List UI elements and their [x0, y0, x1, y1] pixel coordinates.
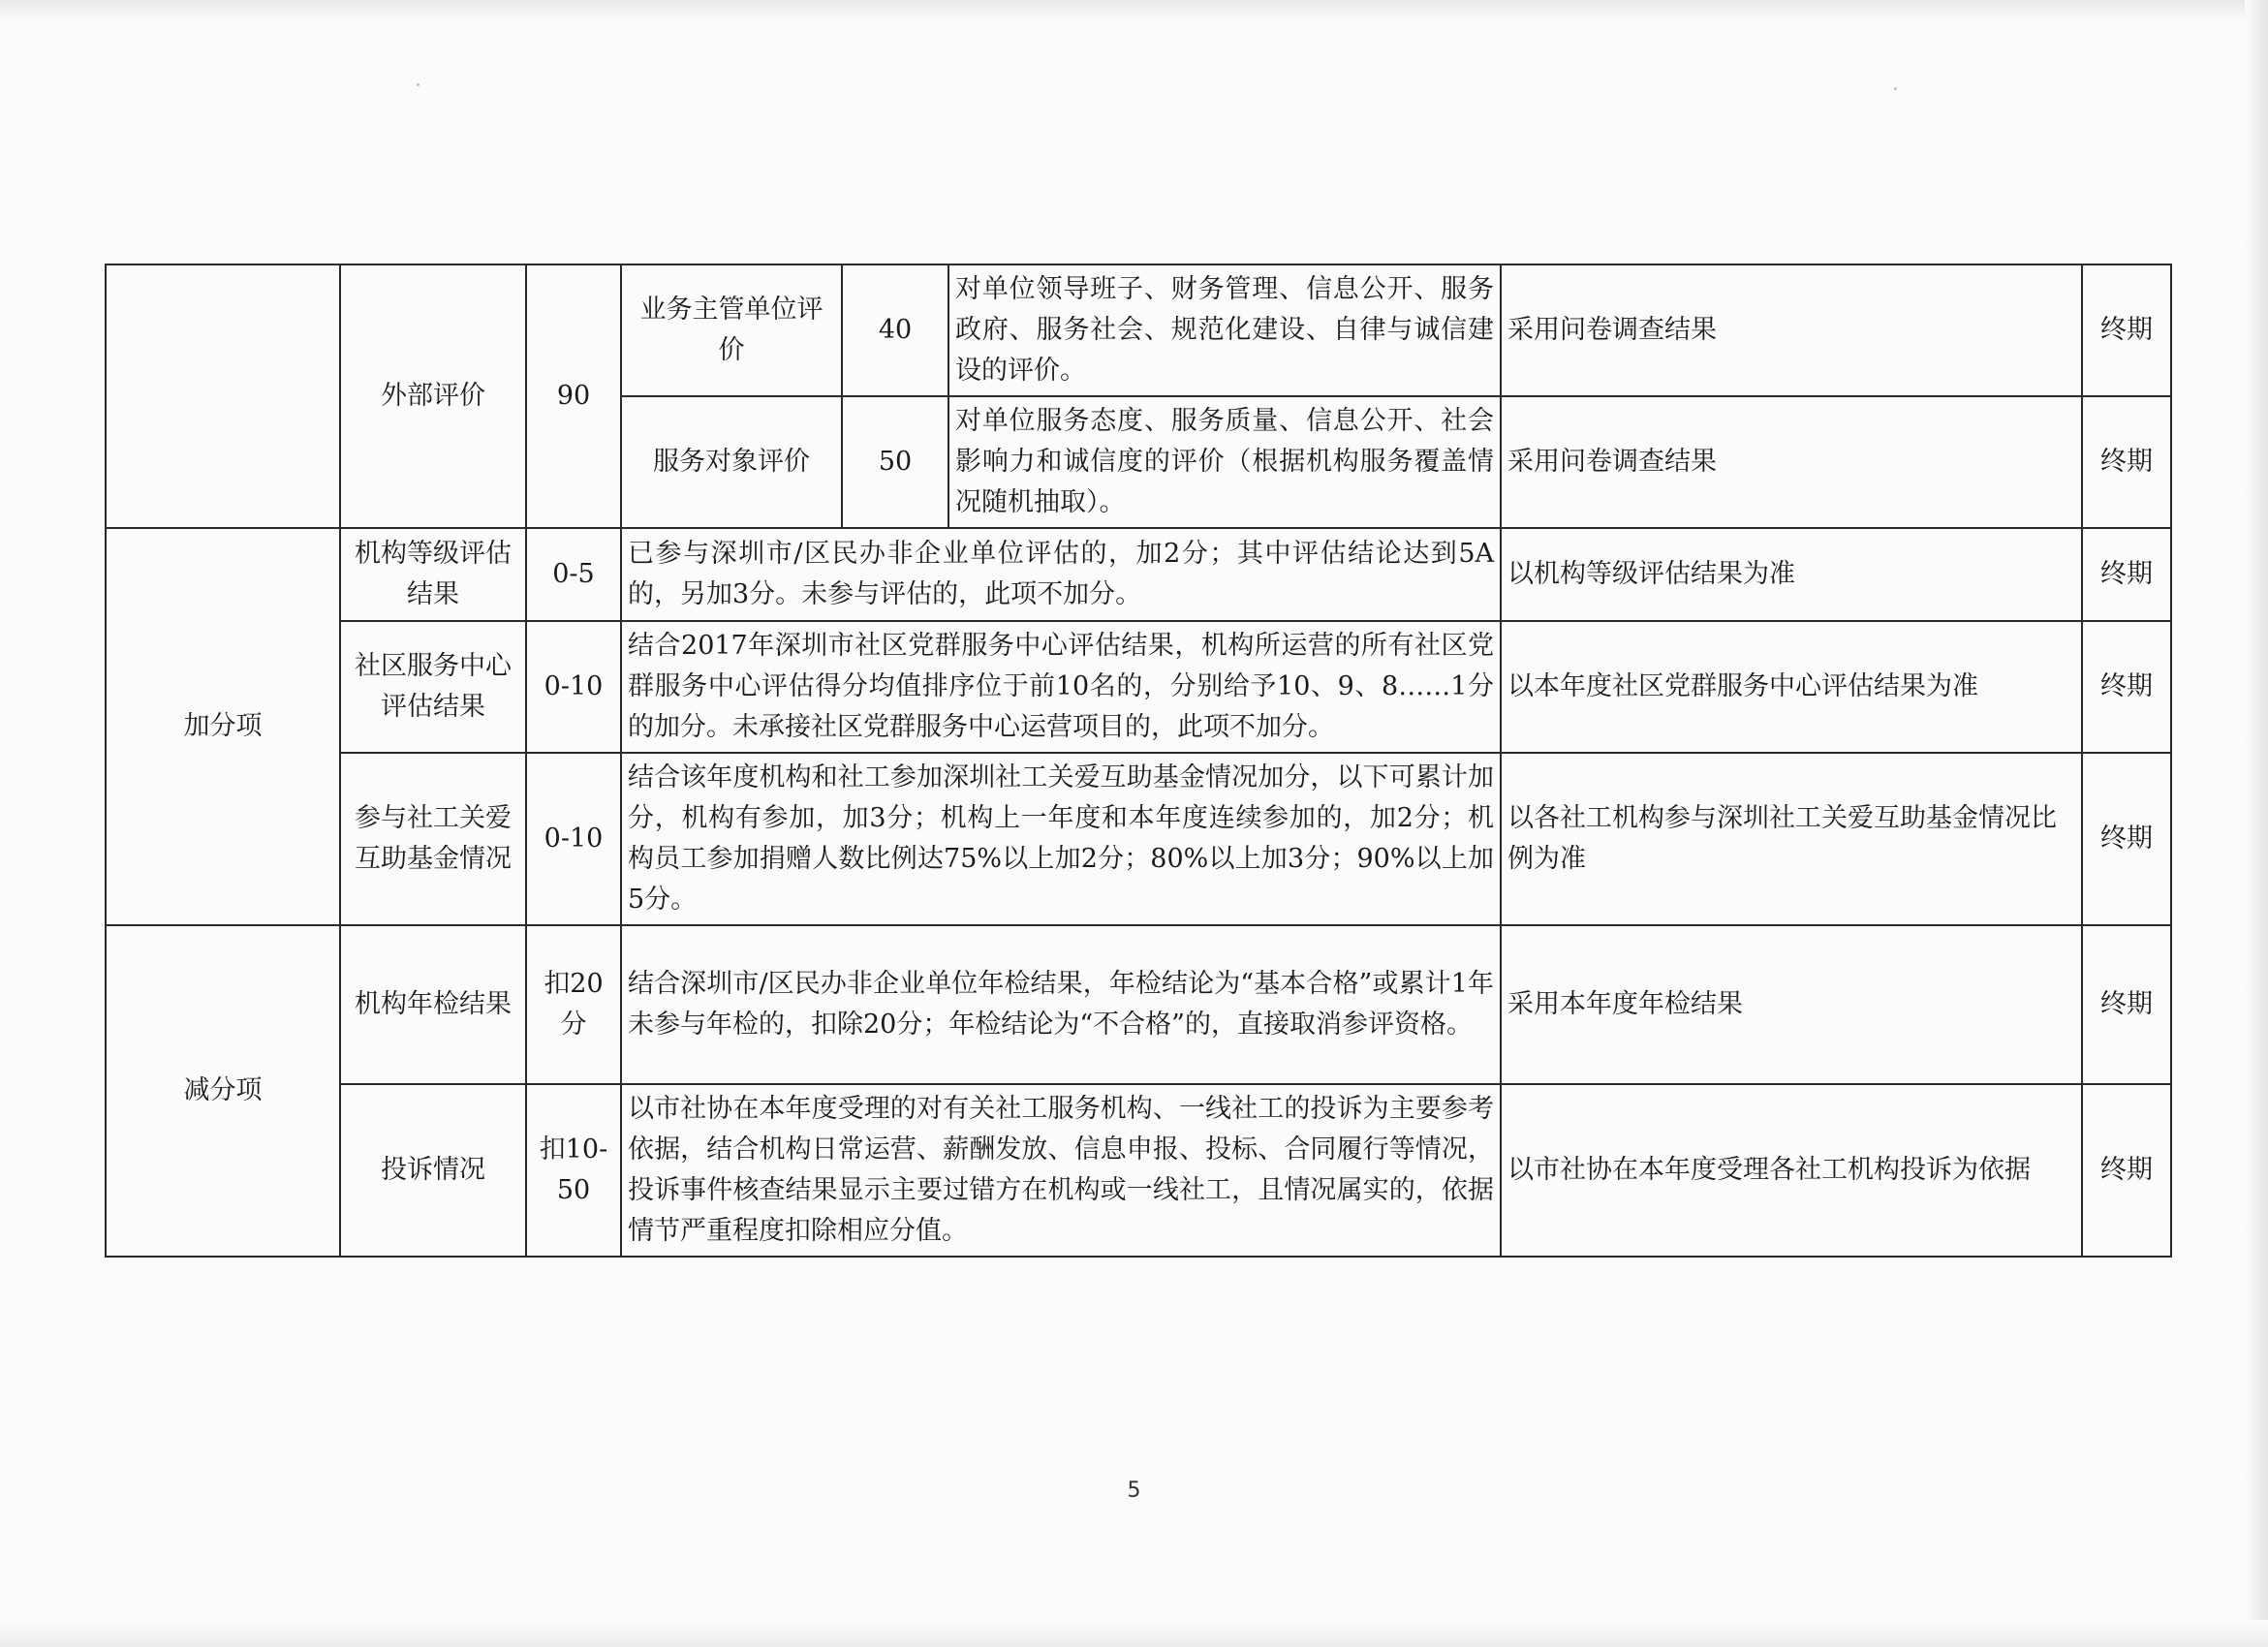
- period-cell: 终期: [2082, 925, 2171, 1084]
- item-cell: 机构年检结果: [340, 925, 526, 1084]
- method-cell: 以各社工机构参与深圳社工关爱互助基金情况比例为准: [1501, 753, 2082, 925]
- category-cell-empty: [106, 264, 340, 528]
- scan-shadow-top: [0, 0, 2268, 21]
- content-cell: 结合该年度机构和社工参加深圳社工关爱互助基金情况加分，以下可累计加分，机构有参加，加3分；机构上一年度和本年度连续参加的，加2分；机构员工参加捐赠人数比例达75%以上加2分；80%以上加3分；90%以上加5分。: [621, 753, 1501, 925]
- method-cell: 以本年度社区党群服务中心评估结果为准: [1501, 621, 2082, 753]
- item-cell: 投诉情况: [340, 1084, 526, 1257]
- scan-speck: [1894, 87, 1897, 90]
- period-cell: 终期: [2082, 264, 2171, 396]
- category-cell: 加分项: [106, 528, 340, 925]
- table-row: [106, 1084, 2171, 1257]
- score-cell: 50: [842, 396, 948, 528]
- period-cell: 终期: [2082, 753, 2171, 925]
- item-cell: 机构等级评估结果: [340, 528, 526, 621]
- method-cell: 以市社协在本年度受理各社工机构投诉为依据: [1501, 1084, 2082, 1257]
- item-cell: 业务主管单位评价: [621, 264, 842, 396]
- method-cell: 采用本年度年检结果: [1501, 925, 2082, 1084]
- table-row: [106, 621, 2171, 753]
- period-cell: 终期: [2082, 396, 2171, 528]
- scan-shadow-right: [2245, 0, 2268, 1647]
- period-cell: 终期: [2082, 621, 2171, 753]
- score-cell: 40: [842, 264, 948, 396]
- content-cell: 对单位服务态度、服务质量、信息公开、社会影响力和诚信度的评价（根据机构服务覆盖情况随机抽取）。: [948, 396, 1501, 528]
- score-cell: 0-5: [526, 528, 621, 621]
- content-cell: 结合深圳市/区民办非企业单位年检结果，年检结论为“基本合格”或累计1年未参与年检的，扣除20分；年检结论为“不合格”的，直接取消参评资格。: [621, 925, 1501, 1084]
- period-cell: 终期: [2082, 528, 2171, 621]
- score-cell: 0-10: [526, 753, 621, 925]
- method-cell: 采用问卷调查结果: [1501, 264, 2082, 396]
- category-cell: 减分项: [106, 925, 340, 1257]
- page-number: 5: [1127, 1478, 1141, 1503]
- item-cell: 服务对象评价: [621, 396, 842, 528]
- item-cell: 社区服务中心评估结果: [340, 621, 526, 753]
- content-cell: 以市社协在本年度受理的对有关社工服务机构、一线社工的投诉为主要参考依据，结合机构日常运营、薪酬发放、信息申报、投标、合同履行等情况，投诉事件核查结果显示主要过错方在机构或一线社工，且情况属实的，依据情节严重程度扣除相应分值。: [621, 1084, 1501, 1257]
- table-row: [106, 753, 2171, 925]
- score-cell: 0-10: [526, 621, 621, 753]
- method-cell: 采用问卷调查结果: [1501, 396, 2082, 528]
- content-cell: 结合2017年深圳市社区党群服务中心评估结果，机构所运营的所有社区党群服务中心评估得分均值排序位于前10名的，分别给予10、9、8……1分的加分。未承接社区党群服务中心运营项目的，此项不加分。: [621, 621, 1501, 753]
- scan-speck: [417, 83, 419, 86]
- score-cell: 扣20分: [526, 925, 621, 1084]
- score-cell: 扣10-50: [526, 1084, 621, 1257]
- table-row: [106, 528, 2171, 621]
- content-cell: 已参与深圳市/区民办非企业单位评估的，加2分；其中评估结论达到5A的，另加3分。未参与评估的，此项不加分。: [621, 528, 1501, 621]
- method-cell: 以机构等级评估结果为准: [1501, 528, 2082, 621]
- sub-item-cell: 外部评价: [340, 264, 526, 528]
- table-row: [106, 264, 2171, 396]
- sub-score-cell: 90: [526, 264, 621, 528]
- table-row: [106, 925, 2171, 1084]
- scan-shadow-bottom: [0, 1620, 2268, 1647]
- item-cell: 参与社工关爱互助基金情况: [340, 753, 526, 925]
- evaluation-table: [105, 264, 2172, 1258]
- content-cell: 对单位领导班子、财务管理、信息公开、服务政府、服务社会、规范化建设、自律与诚信建设的评价。: [948, 264, 1501, 396]
- period-cell: 终期: [2082, 1084, 2171, 1257]
